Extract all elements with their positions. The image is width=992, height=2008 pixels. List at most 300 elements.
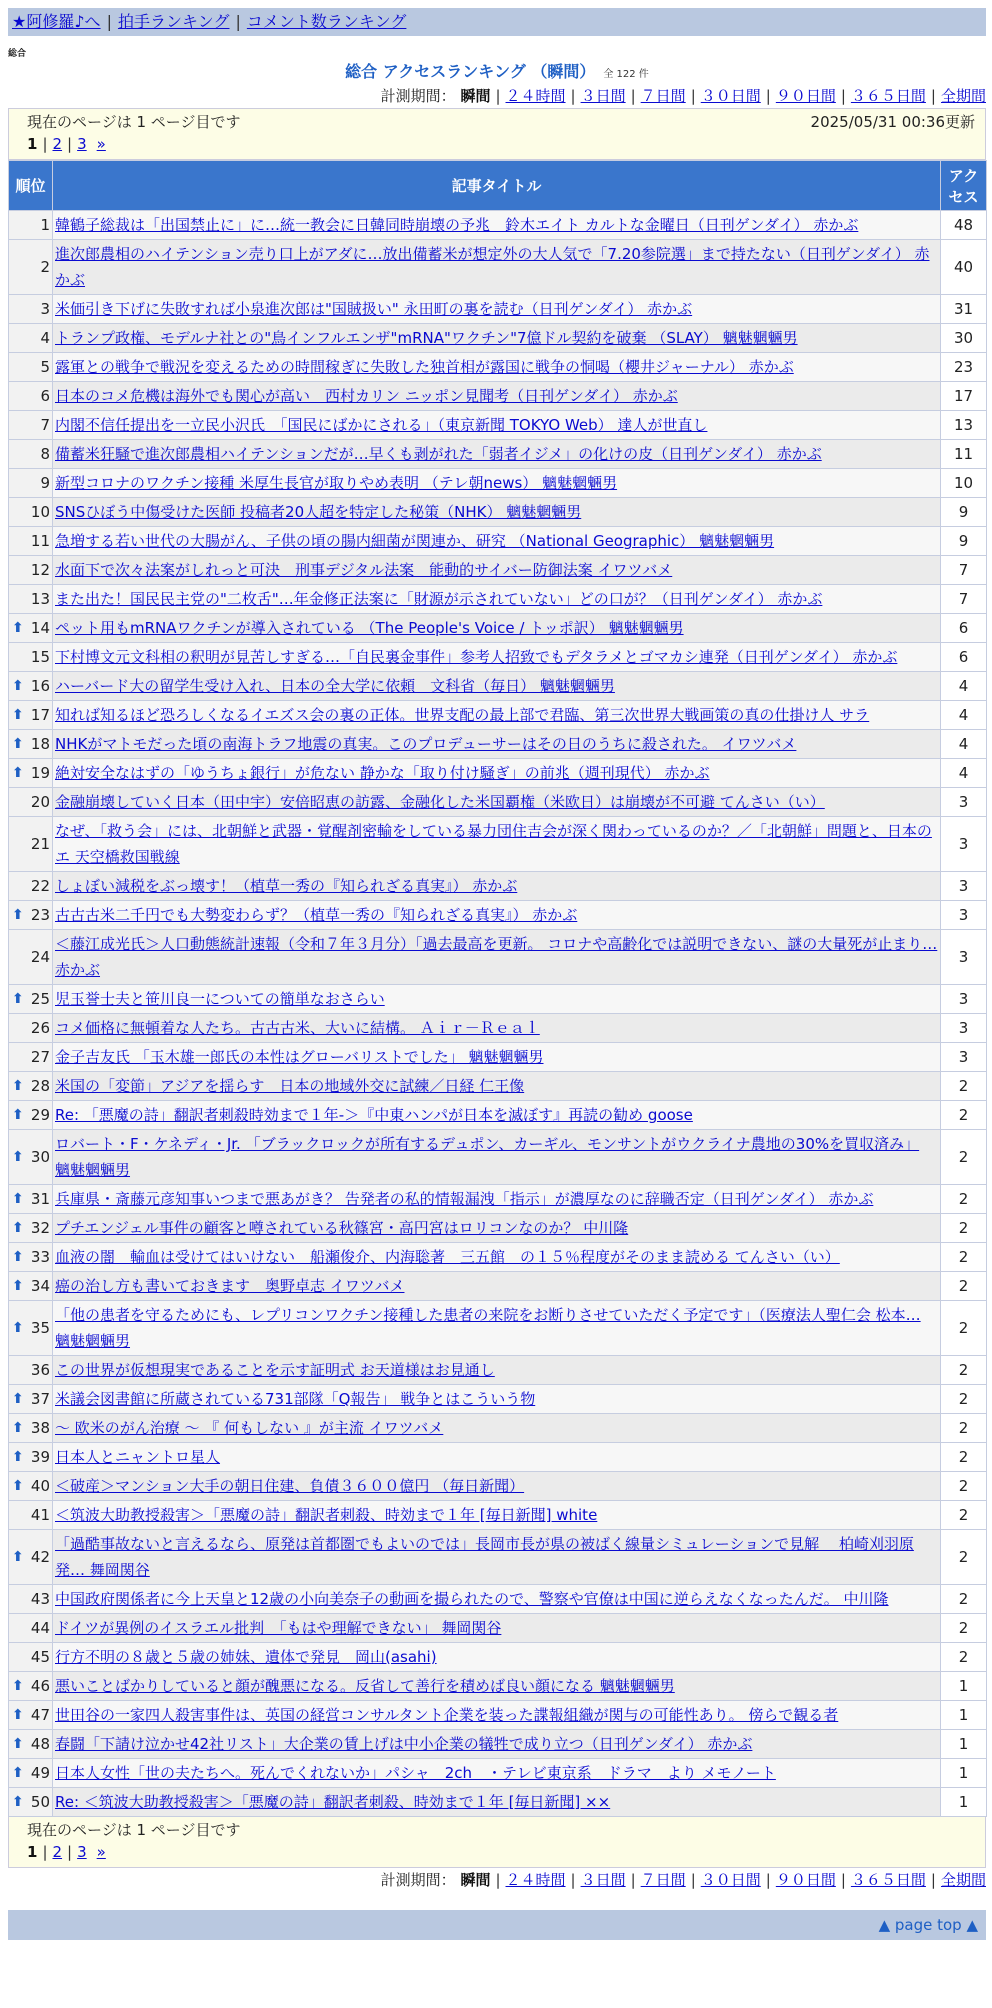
article-title-link[interactable]: ～ 欧米のがん治療 ～ 『 何もしない 』が主流 イワツバメ [55, 1419, 444, 1437]
ranking-body [9, 211, 987, 1817]
rank-number: 23 [30, 906, 50, 924]
current-page: 1 [27, 1843, 38, 1861]
table-row [9, 353, 987, 382]
next-page-link[interactable]: » [96, 1843, 106, 1861]
rank-cell [9, 1501, 53, 1530]
table-row [9, 1585, 987, 1614]
article-title-link[interactable]: 日本人女性「世の夫たちへ。死んでくれないか」パシャ 2ch ・テレビ東京系 ドラマ より メモノート [55, 1764, 776, 1782]
access-count: 1 [941, 1730, 987, 1759]
rank-cell [9, 1443, 53, 1472]
article-title-link[interactable]: ペット用もmRNAワクチンが導入されている （The People's Voice / トッポ訳） 魑魅魍魎男 [55, 619, 684, 637]
access-count: 6 [941, 614, 987, 643]
pagination-top: 現在のページは 1 ページ目です 2025/05/31 00:36更新 1 | 2 | 3 » [8, 108, 986, 160]
rank-cell [9, 498, 53, 527]
access-count: 2 [941, 1214, 987, 1243]
article-title-link[interactable]: ドイツが異例のイスラエル批判 「もはや理解できない」 舞岡関谷 [55, 1619, 502, 1637]
article-title-link[interactable]: 日本人とニャントロ星人 [55, 1448, 221, 1466]
rank-cell [9, 672, 53, 701]
rank-number: 8 [40, 445, 50, 463]
article-title-link[interactable]: この世界が仮想現実であることを示す証明式 お天道様はお見通し [55, 1361, 495, 1379]
rank-number: 16 [30, 677, 50, 695]
period-24h-link[interactable]: ２４時間 [505, 1871, 566, 1889]
article-title-link[interactable]: 金融崩壊していく日本（田中宇）安倍昭恵の訪露、金融化した米国覇権（米欧日）は崩壊が不可避 てんさい（い） [55, 793, 825, 811]
title-cell [53, 1272, 941, 1301]
rank-cell [9, 440, 53, 469]
article-title-link[interactable]: ハーバード大の留学生受け入れ、日本の全大学に依頼 文科省（毎日） 魑魅魍魎男 [55, 677, 615, 695]
article-title-link[interactable]: プチエンジェル事件の顧客と噂されている秋篠宮・高円宮はロリコンなのか？ 中川隆 [55, 1219, 629, 1237]
rank-number: 45 [30, 1648, 50, 1666]
period-365d-link[interactable]: ３６５日間 [850, 87, 926, 105]
total-count: 全 122 件 [603, 69, 649, 80]
table-row [9, 527, 987, 556]
article-title-link[interactable]: しょぼい減税をぶっ壊す！（植草一秀の『知られざる真実』） 赤かぶ [55, 877, 518, 895]
title-cell [53, 1585, 941, 1614]
article-title-link[interactable]: 内閣不信任提出を一立民小沢氏 「国民にばかにされる」（東京新聞 TOKYO Web） 達人が世直し [55, 416, 708, 434]
access-count: 1 [941, 1788, 987, 1817]
table-row [9, 759, 987, 788]
page-2-link[interactable]: 2 [52, 1843, 63, 1861]
rank-number: 34 [30, 1277, 50, 1295]
title-cell [53, 498, 941, 527]
article-title-link[interactable]: コメ価格に無頓着な人たち。古古古米、大いに結構。 Ａｉｒ－Ｒｅａｌ [55, 1019, 540, 1037]
title-cell [53, 585, 941, 614]
rank-number: 37 [30, 1390, 50, 1408]
article-title-link[interactable]: 金子吉友氏 「玉木雄一郎氏の本性はグローバリストでした」 魑魅魍魎男 [55, 1048, 544, 1066]
title-cell [53, 1385, 941, 1414]
rank-number: 5 [40, 358, 50, 376]
article-title-link[interactable]: 米国の「変節」アジアを揺らす 日本の地域外交に試練／日経 仁王像 [55, 1077, 525, 1095]
rank-cell [9, 1072, 53, 1101]
rank-cell [9, 324, 53, 353]
title-cell [53, 872, 941, 901]
article-title-link[interactable]: 悪いことばかりしていると顔が醜悪になる。反省して善行を積めば良い顔になる 魑魅魍魎男 [55, 1677, 675, 1695]
rank-number: 22 [30, 877, 50, 895]
nav-home-link[interactable]: ★阿修羅♪へ [12, 12, 101, 31]
title-cell [53, 556, 941, 585]
rank-up-arrow-icon: ⬆ [12, 1220, 24, 1236]
nav-clap-ranking-link[interactable]: 拍手ランキング [117, 12, 230, 31]
access-count: 1 [941, 1672, 987, 1701]
article-title-link[interactable]: 日本のコメ危機は海外でも関心が高い 西村カリン ニッポン見聞考（日刊ゲンダイ） 赤かぶ [55, 387, 678, 405]
access-count: 2 [941, 1130, 987, 1185]
rank-cell [9, 1701, 53, 1730]
article-title-link[interactable]: 新型コロナのワクチン接種 米厚生長官が取りやめ表明 （テレ朝news） 魑魅魍魎男 [55, 474, 618, 492]
rank-number: 17 [30, 706, 50, 724]
title-cell [53, 701, 941, 730]
article-title-link[interactable]: 下村博文元文科相の釈明が見苦しすぎる…「自民裏金事件」参考人招致でもデタラメとゴマカシ連発（日刊ゲンダイ） 赤かぶ [55, 648, 898, 666]
page-3-link[interactable]: 3 [77, 135, 87, 153]
access-count: 2 [941, 1272, 987, 1301]
period-24h-link[interactable]: ２４時間 [505, 87, 566, 105]
article-title-link[interactable]: 露軍との戦争で戦況を変えるための時間稼ぎに失敗した独首相が露国に戦争の恫喝（櫻井ジャーナル） 赤かぶ [55, 358, 794, 376]
period-3d-link[interactable]: ３日間 [580, 1871, 626, 1889]
rank-cell [9, 614, 53, 643]
col-rank-header: 順位 [9, 161, 53, 211]
table-row [9, 411, 987, 440]
access-count: 48 [941, 211, 987, 240]
rank-cell [9, 1301, 53, 1356]
period-3d-link[interactable]: ３日間 [580, 87, 626, 105]
page-2-link[interactable]: 2 [52, 135, 63, 153]
rank-number: 36 [30, 1361, 50, 1379]
access-count: 31 [941, 295, 987, 324]
rank-up-arrow-icon: ⬆ [12, 1420, 24, 1436]
title-cell [53, 1043, 941, 1072]
rank-number: 3 [40, 300, 50, 318]
article-title-link[interactable]: 米議会図書館に所蔵されている731部隊「Q報告」 戦争とはこういう物 [55, 1390, 536, 1408]
period-7d-link[interactable]: ７日間 [640, 87, 686, 105]
title-cell [53, 295, 941, 324]
period-label: 計測期間： [380, 87, 456, 105]
rank-cell [9, 1130, 53, 1185]
table-row [9, 1443, 987, 1472]
table-row [9, 469, 987, 498]
access-count: 3 [941, 817, 987, 872]
period-30d-link[interactable]: ３０日間 [700, 87, 761, 105]
title-cell [53, 614, 941, 643]
rank-cell [9, 1243, 53, 1272]
period-30d-link[interactable]: ３０日間 [700, 1871, 761, 1889]
table-row [9, 498, 987, 527]
period-90d-link[interactable]: ９０日間 [775, 87, 836, 105]
period-all-link[interactable]: 全期間 [940, 87, 986, 105]
table-row [9, 1185, 987, 1214]
table-row [9, 211, 987, 240]
article-title-link[interactable]: また出た！国民民主党の"二枚舌"…年金修正法案に「財源が示されていない」どの口が？（日刊ゲンダイ） 赤かぶ [55, 590, 823, 608]
rank-up-arrow-icon: ⬆ [12, 1478, 24, 1494]
period-selector-top: 計測期間： 瞬間 | ２４時間 | ３日間 | ７日間 | ３０日間 | ９０日間 | ３６５日間 | 全期間 [380, 87, 986, 105]
article-title-link[interactable]: 絶対安全なはずの「ゆうちょ銀行」が危ない 静かな「取り付け騒ぎ」の前兆（週刊現代） 赤かぶ [55, 764, 710, 782]
table-row [9, 901, 987, 930]
period-selector-bottom: 計測期間： 瞬間 | ２４時間 | ３日間 | ７日間 | ３０日間 | ９０日間 | ３６５日間 | 全期間 [380, 1871, 986, 1889]
rank-up-arrow-icon: ⬆ [12, 1320, 24, 1336]
title-cell [53, 1130, 941, 1185]
page-3-link[interactable]: 3 [77, 1843, 87, 1861]
rank-number: 29 [30, 1106, 50, 1124]
rank-up-arrow-icon: ⬆ [12, 1678, 24, 1694]
rank-up-arrow-icon: ⬆ [12, 1191, 24, 1207]
next-page-link[interactable]: » [96, 135, 106, 153]
rank-cell [9, 985, 53, 1014]
rank-number: 49 [30, 1764, 50, 1782]
title-cell [53, 1501, 941, 1530]
table-row [9, 1356, 987, 1385]
rank-number: 43 [30, 1590, 50, 1608]
access-count: 13 [941, 411, 987, 440]
title-cell [53, 1788, 941, 1817]
title-cell [53, 672, 941, 701]
rank-cell [9, 353, 53, 382]
rank-up-arrow-icon: ⬆ [12, 1078, 24, 1094]
table-row [9, 1043, 987, 1072]
rank-up-arrow-icon: ⬆ [12, 1794, 24, 1810]
access-count: 30 [941, 324, 987, 353]
ranking-title [8, 60, 986, 84]
access-count: 3 [941, 1043, 987, 1072]
access-count: 17 [941, 382, 987, 411]
rank-cell [9, 469, 53, 498]
title-cell [53, 901, 941, 930]
table-row [9, 730, 987, 759]
rank-number: 41 [30, 1506, 50, 1524]
title-cell [53, 527, 941, 556]
rank-number: 27 [30, 1048, 50, 1066]
table-row [9, 1272, 987, 1301]
table-row [9, 985, 987, 1014]
title-cell [53, 1443, 941, 1472]
rank-number: 35 [30, 1319, 50, 1337]
table-row [9, 1501, 987, 1530]
access-count: 2 [941, 1472, 987, 1501]
rank-number: 12 [30, 561, 50, 579]
rank-up-arrow-icon: ⬆ [12, 1736, 24, 1752]
period-current: 瞬間 [460, 1871, 491, 1889]
table-row [9, 1014, 987, 1043]
article-title-link[interactable]: 血液の闇 輸血は受けてはいけない 船瀬俊介、内海聡著 三五館 の１５％程度がそのまま読める てんさい（い） [55, 1248, 840, 1266]
ranking-table [8, 160, 987, 1817]
col-access-header: アクセス [941, 161, 987, 211]
rank-cell [9, 556, 53, 585]
article-title-link[interactable]: 知れば知るほど恐ろしくなるイエズス会の裏の正体。世界支配の最上部で君臨、第三次世界大戦画策の真の仕掛け人 サラ [55, 706, 870, 724]
title-cell [53, 324, 941, 353]
table-row [9, 1130, 987, 1185]
article-title-link[interactable]: NHKがマトモだった頃の南海トラフ地震の真実。このプロデューサーはその日のうちに殺された。 イワツバメ [55, 735, 797, 753]
current-page: 1 [27, 135, 38, 153]
article-title-link[interactable]: 「他の患者を守るためにも、レプリコンワクチン接種した患者の来院をお断りさせていただく予定です」（医療法人聖仁会 松本… 魑魅魍魎男 [55, 1306, 921, 1350]
access-count: 2 [941, 1185, 987, 1214]
article-title-link[interactable]: ロバート・F・ケネディ・Jr. 「ブラックロックが所有するデュポン、カーギル、モンサントがウクライナ農地の30%を買収済み」 魑魅魍魎男 [55, 1135, 920, 1179]
table-row [9, 930, 987, 985]
col-title-header: 記事タイトル [53, 161, 941, 211]
table-row [9, 643, 987, 672]
article-title-link[interactable]: 癌の治し方も書いておきます 奥野卓志 イワツバメ [55, 1277, 405, 1295]
access-count: 3 [941, 985, 987, 1014]
table-row [9, 556, 987, 585]
article-title-link[interactable]: 急増する若い世代の大腸がん、子供の頃の腸内細菌が関連か、研究 （National Geographic） 魑魅魍魎男 [55, 532, 775, 550]
access-count: 7 [941, 585, 987, 614]
rank-cell [9, 1414, 53, 1443]
rank-number: 14 [30, 619, 50, 637]
article-title-link[interactable]: 行方不明の８歳と５歳の姉妹、遺体で発見 岡山(asahi) [55, 1648, 437, 1666]
access-count: 9 [941, 527, 987, 556]
nav-separator: | [106, 12, 112, 31]
access-count: 2 [941, 1072, 987, 1101]
table-row [9, 1759, 987, 1788]
rank-number: 25 [30, 990, 50, 1008]
title-cell [53, 1530, 941, 1585]
access-count: 3 [941, 872, 987, 901]
table-row [9, 1301, 987, 1356]
access-count: 4 [941, 730, 987, 759]
access-count: 10 [941, 469, 987, 498]
title-cell [53, 1759, 941, 1788]
rank-cell [9, 1043, 53, 1072]
table-row [9, 1414, 987, 1443]
article-title-link[interactable]: トランプ政権、モデルナ社との"鳥インフルエンザ"mRNA"ワクチン"7億ドル契約を破棄 （SLAY） 魑魅魍魎男 [55, 329, 798, 347]
rank-number: 11 [30, 532, 50, 550]
title-cell [53, 440, 941, 469]
title-cell [53, 643, 941, 672]
table-row [9, 1614, 987, 1643]
rank-number: 7 [40, 416, 50, 434]
title-cell [53, 353, 941, 382]
rank-number: 38 [30, 1419, 50, 1437]
rank-cell [9, 1672, 53, 1701]
nav-comment-ranking-link[interactable]: コメント数ランキング [246, 12, 407, 31]
rank-number: 39 [30, 1448, 50, 1466]
rank-number: 2 [40, 258, 50, 276]
rank-up-arrow-icon: ⬆ [12, 907, 24, 923]
rank-cell [9, 585, 53, 614]
access-count: 2 [941, 1385, 987, 1414]
access-count: 4 [941, 701, 987, 730]
article-title-link[interactable]: 兵庫県・斎藤元彦知事いつまで悪あがき？ 告発者の私的情報漏洩「指示」が濃厚なのに辞職否定（日刊ゲンダイ） 赤かぶ [55, 1190, 874, 1208]
title-cell [53, 817, 941, 872]
rank-cell [9, 527, 53, 556]
article-title-link[interactable]: 「過酷事故ないと言えるなら、原発は首都圏でもよいのでは」長岡市長が県の被ばく線量シミュレーションで見解 柏崎刈羽原発… 舞岡関谷 [55, 1535, 914, 1579]
table-row [9, 1530, 987, 1585]
rank-cell [9, 1788, 53, 1817]
rank-number: 48 [30, 1735, 50, 1753]
rank-up-arrow-icon: ⬆ [12, 1549, 24, 1565]
rank-number: 20 [30, 793, 50, 811]
article-title-link[interactable]: なぜ、「救う会」には、北朝鮮と武器・覚醒剤密輸をしている暴力団住吉会が深く関わっているのか？／「北朝鮮」問題と、日本のエ 天空橋救国戦線 [55, 822, 932, 866]
access-count: 11 [941, 440, 987, 469]
table-row [9, 672, 987, 701]
access-count: 2 [941, 1643, 987, 1672]
rank-up-arrow-icon: ⬆ [12, 1391, 24, 1407]
updated-timestamp: 2025/05/31 00:36更新 [810, 113, 975, 131]
access-count: 2 [941, 1530, 987, 1585]
access-count: 4 [941, 672, 987, 701]
rank-cell [9, 1214, 53, 1243]
access-count: 2 [941, 1501, 987, 1530]
article-title-link[interactable]: ＜藤江成光氏＞人口動態統計速報（令和７年３月分）「過去最高を更新。 コロナや高齢化では説明できない、謎の大量死が止まり… 赤かぶ [55, 935, 938, 979]
table-row [9, 295, 987, 324]
title-cell [53, 1672, 941, 1701]
rank-cell [9, 759, 53, 788]
pagination-bottom: 現在のページは 1 ページ目です 1 | 2 | 3 » [8, 1817, 986, 1868]
rank-cell [9, 930, 53, 985]
rank-cell [9, 211, 53, 240]
article-title-link[interactable]: 児玉誉士夫と笹川良一についての簡単なおさらい [55, 990, 385, 1008]
access-count: 2 [941, 1356, 987, 1385]
rank-number: 33 [30, 1248, 50, 1266]
rank-number: 4 [40, 329, 50, 347]
article-title-link[interactable]: 古古古米二千円でも大勢変わらず？（植草一秀の『知られざる真実』） 赤かぶ [55, 906, 578, 924]
access-count: 6 [941, 643, 987, 672]
rank-number: 40 [30, 1477, 50, 1495]
access-count: 4 [941, 759, 987, 788]
rank-cell [9, 701, 53, 730]
rank-number: 15 [30, 648, 50, 666]
access-count: 23 [941, 353, 987, 382]
access-count: 1 [941, 1701, 987, 1730]
rank-cell [9, 1101, 53, 1130]
rank-cell [9, 730, 53, 759]
title-cell [53, 1701, 941, 1730]
rank-up-arrow-icon: ⬆ [12, 1449, 24, 1465]
page-top-link[interactable]: ▲ page top ▲ [878, 1916, 978, 1934]
period-7d-link[interactable]: ７日間 [640, 1871, 686, 1889]
rank-cell [9, 1356, 53, 1385]
page-info-text: 現在のページは 1 ページ目です [27, 1821, 241, 1839]
rank-number: 50 [30, 1793, 50, 1811]
page-info-text: 現在のページは 1 ページ目です [27, 113, 241, 131]
table-row [9, 701, 987, 730]
table-row [9, 1472, 987, 1501]
access-count: 3 [941, 788, 987, 817]
access-count: 2 [941, 1414, 987, 1443]
rank-cell [9, 788, 53, 817]
article-title-link[interactable]: 世田谷の一家四人殺害事件は、英国の経営コンサルタント企業を装った諜報組織が関与の可能性あり。 傍らで観る者 [55, 1706, 839, 1724]
rank-up-arrow-icon: ⬆ [12, 1149, 24, 1165]
rank-number: 42 [30, 1548, 50, 1566]
top-nav [8, 8, 986, 36]
article-title-link[interactable]: 中国政府関係者に今上天皇と12歳の小向美奈子の動画を撮られたので、警察や官僚は中国に逆らえなくなったんだ。 中川隆 [55, 1590, 889, 1608]
rank-number: 44 [30, 1619, 50, 1637]
rank-number: 30 [30, 1148, 50, 1166]
access-count: 7 [941, 556, 987, 585]
rank-cell [9, 1585, 53, 1614]
table-row [9, 382, 987, 411]
article-title-link[interactable]: ＜破産＞マンション大手の朝日住建、負債３６００億円 （毎日新聞） [55, 1477, 525, 1495]
rank-cell [9, 1643, 53, 1672]
title-cell [53, 985, 941, 1014]
rank-number: 6 [40, 387, 50, 405]
title-cell [53, 211, 941, 240]
period-365d-link[interactable]: ３６５日間 [850, 1871, 926, 1889]
table-row [9, 1672, 987, 1701]
title-cell [53, 759, 941, 788]
period-90d-link[interactable]: ９０日間 [775, 1871, 836, 1889]
rank-cell [9, 1385, 53, 1414]
rank-number: 13 [30, 590, 50, 608]
article-title-link[interactable]: Re: ＜筑波大助教授殺害＞「悪魔の詩」翻訳者刺殺、時効まで１年 [毎日新聞] ×× [55, 1793, 611, 1811]
rank-cell [9, 1472, 53, 1501]
title-cell [53, 469, 941, 498]
table-row [9, 1643, 987, 1672]
table-row [9, 585, 987, 614]
access-count: 2 [941, 1585, 987, 1614]
title-cell [53, 1243, 941, 1272]
title-cell [53, 1101, 941, 1130]
period-label: 計測期間： [380, 1871, 456, 1889]
title-cell [53, 1014, 941, 1043]
title-cell [53, 1643, 941, 1672]
access-count: 3 [941, 930, 987, 985]
period-all-link[interactable]: 全期間 [940, 1871, 986, 1889]
article-title-link[interactable]: 備蓄米狂騒で進次郎農相ハイテンションだが…早くも剥がれた「弱者イジメ」の化けの皮（日刊ゲンダイ） 赤かぶ [55, 445, 822, 463]
rank-cell [9, 411, 53, 440]
rank-number: 28 [30, 1077, 50, 1095]
article-title-link[interactable]: 水面下で次々法案がしれっと可決 刑事デジタル法案 能動的サイバー防御法案 イワツバメ [55, 561, 673, 579]
rank-cell [9, 1759, 53, 1788]
title-cell [53, 1301, 941, 1356]
title-cell [53, 411, 941, 440]
article-title-link[interactable]: Re: 「悪魔の詩」翻訳者刺殺時効まで１年-＞『中東ハンパが日本を滅ぼす』再読の勧め goose [55, 1106, 693, 1124]
access-count: 9 [941, 498, 987, 527]
article-title-link[interactable]: ＜筑波大助教授殺害＞「悪魔の詩」翻訳者刺殺、時効まで１年 [毎日新聞] white [55, 1506, 598, 1524]
rank-up-arrow-icon: ⬆ [12, 678, 24, 694]
rank-number: 47 [30, 1706, 50, 1724]
table-row [9, 440, 987, 469]
article-title-link[interactable]: 進次郎農相のハイテンション売り口上がアダに…放出備蓄米が想定外の大人気で「7.20参院選」まで持たない（日刊ゲンダイ） 赤かぶ [55, 245, 930, 289]
article-title-link[interactable]: 春闘「下請け泣かせ42社リスト」大企業の賃上げは中小企業の犠牲で成り立つ（日刊ゲンダイ） 赤かぶ [55, 1735, 753, 1753]
article-title-link[interactable]: 韓鶴子総裁は「出国禁止に」に…統一教会に日韓同時崩壊の予兆 鈴木エイト カルトな金曜日（日刊ゲンダイ） 赤かぶ [55, 216, 859, 234]
article-title-link[interactable]: SNSひぼう中傷受けた医師 投稿者20人超を特定した秘策（NHK） 魑魅魍魎男 [55, 503, 582, 521]
article-title-link[interactable]: 米価引き下げに失敗すれば小泉進次郎は"国賊扱い" 永田町の裏を読む（日刊ゲンダイ） 赤かぶ [55, 300, 693, 318]
